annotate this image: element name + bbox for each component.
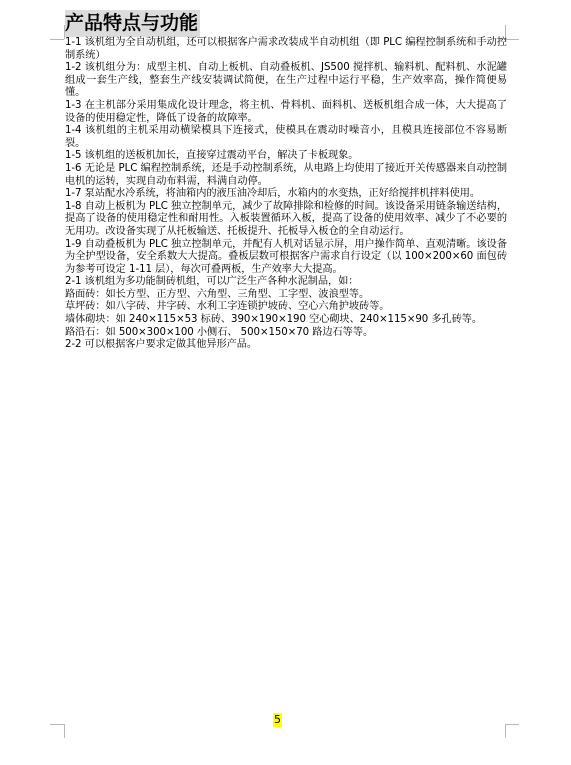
paragraph-pavement-bricks: 路面砖：如长方型、正方型、六角型、三角型、工字型、波浪型等。 bbox=[65, 288, 370, 300]
paragraph-1-1: 1-1 该机组为全自动机组，还可以根据客户需求改装成半自动机组（即 PLC 编程控制系统和手动控制系统） bbox=[65, 37, 507, 61]
paragraph-1-5: 1-5 该机组的送板机加长，直接穿过震动平台，解决了卡板现象。 bbox=[65, 150, 359, 162]
paragraph-1-9: 1-9 自动叠板机为 PLC 独立控制单元，并配有人机对话显示屏，用户操作简单、直观清晰。该设备为全护型设备，安全系数大大提高。叠板层数可根据客户需求自行设定（以 100×200×60 面包砖为参考可设定 1-11 层），每次可叠两板，生产效率大大提高。 bbox=[65, 238, 507, 275]
paragraph-1-2: 1-2 该机组分为：成型主机、自动上板机、自动叠板机、JS500 搅拌机、输料机、配料机、水泥罐组成一套生产线，整套生产线安装调试简便，在生产过程中运行平稳，生产效率高，操作简便易懂。 bbox=[65, 62, 507, 99]
crop-mark-bottom-left-h bbox=[50, 724, 64, 725]
page-number: 5 bbox=[274, 713, 281, 726]
document-body bbox=[65, 10, 507, 352]
paragraph-1-8: 1-8 自动上板机为 PLC 独立控制单元，减少了故障排除和检修的时间。该设备采用链条输送结构，提高了设备的使用稳定性和耐用性。入板装置循环入板，提高了设备的使用效率、减少了不必要的无用功。改设备实现了从托板输送、托板提升、托板导入板仓的全自动运行。 bbox=[65, 200, 507, 237]
crop-mark-bottom-right-h bbox=[505, 724, 519, 725]
paragraph-1-3: 1-3 在主机部分采用集成化设计理念，将主机、骨料机、面料机、送板机组合成一体，大大提高了设备的使用稳定性，降低了设备的故障率。 bbox=[65, 99, 507, 124]
crop-mark-top-left-h bbox=[50, 39, 64, 40]
paragraph-curbstones: 路沿石：如 500×300×100 小侧石、 500×150×70 路边石等等。 bbox=[65, 326, 374, 338]
paragraph-1-6: 1-6 无论是 PLC 编程控制系统，还是手动控制系统，从电路上均使用了接近开关传感器来自动控制电机的运转，实现自动布料需，料满自动停。 bbox=[65, 162, 507, 187]
crop-mark-top-right-h bbox=[505, 39, 519, 40]
paragraph-lawn-bricks: 草坪砖：如八字砖、井字砖、水利工字连锁护坡砖、空心六角护坡砖等。 bbox=[65, 301, 390, 313]
paragraph-1-7: 1-7 泵站配水冷系统，将油箱内的液压油冷却后，水箱内的水变热，正好给搅拌机拌料使用。 bbox=[65, 188, 481, 200]
crop-mark-bottom-left-v bbox=[64, 724, 65, 738]
paragraph-1-4: 1-4 该机组的主机采用动横梁模具下连接式，使模具在震动时噪音小，且模具连接部位不容易断裂。 bbox=[65, 125, 507, 149]
paragraph-wall-blocks: 墙体砌块：如 240×115×53 标砖、390×190×190 空心砌块、240×115×90 多孔砖等。 bbox=[65, 314, 483, 326]
section-heading: 产品特点与功能 bbox=[65, 10, 200, 37]
paragraph-2-2: 2-2 可以根据客户要求定做其他异形产品。 bbox=[65, 339, 258, 351]
paragraph-2-1: 2-1 该机组为多功能制砖机组，可以广泛生产各种水泥制品，如： bbox=[65, 276, 359, 288]
crop-mark-bottom-right-v bbox=[505, 724, 506, 738]
